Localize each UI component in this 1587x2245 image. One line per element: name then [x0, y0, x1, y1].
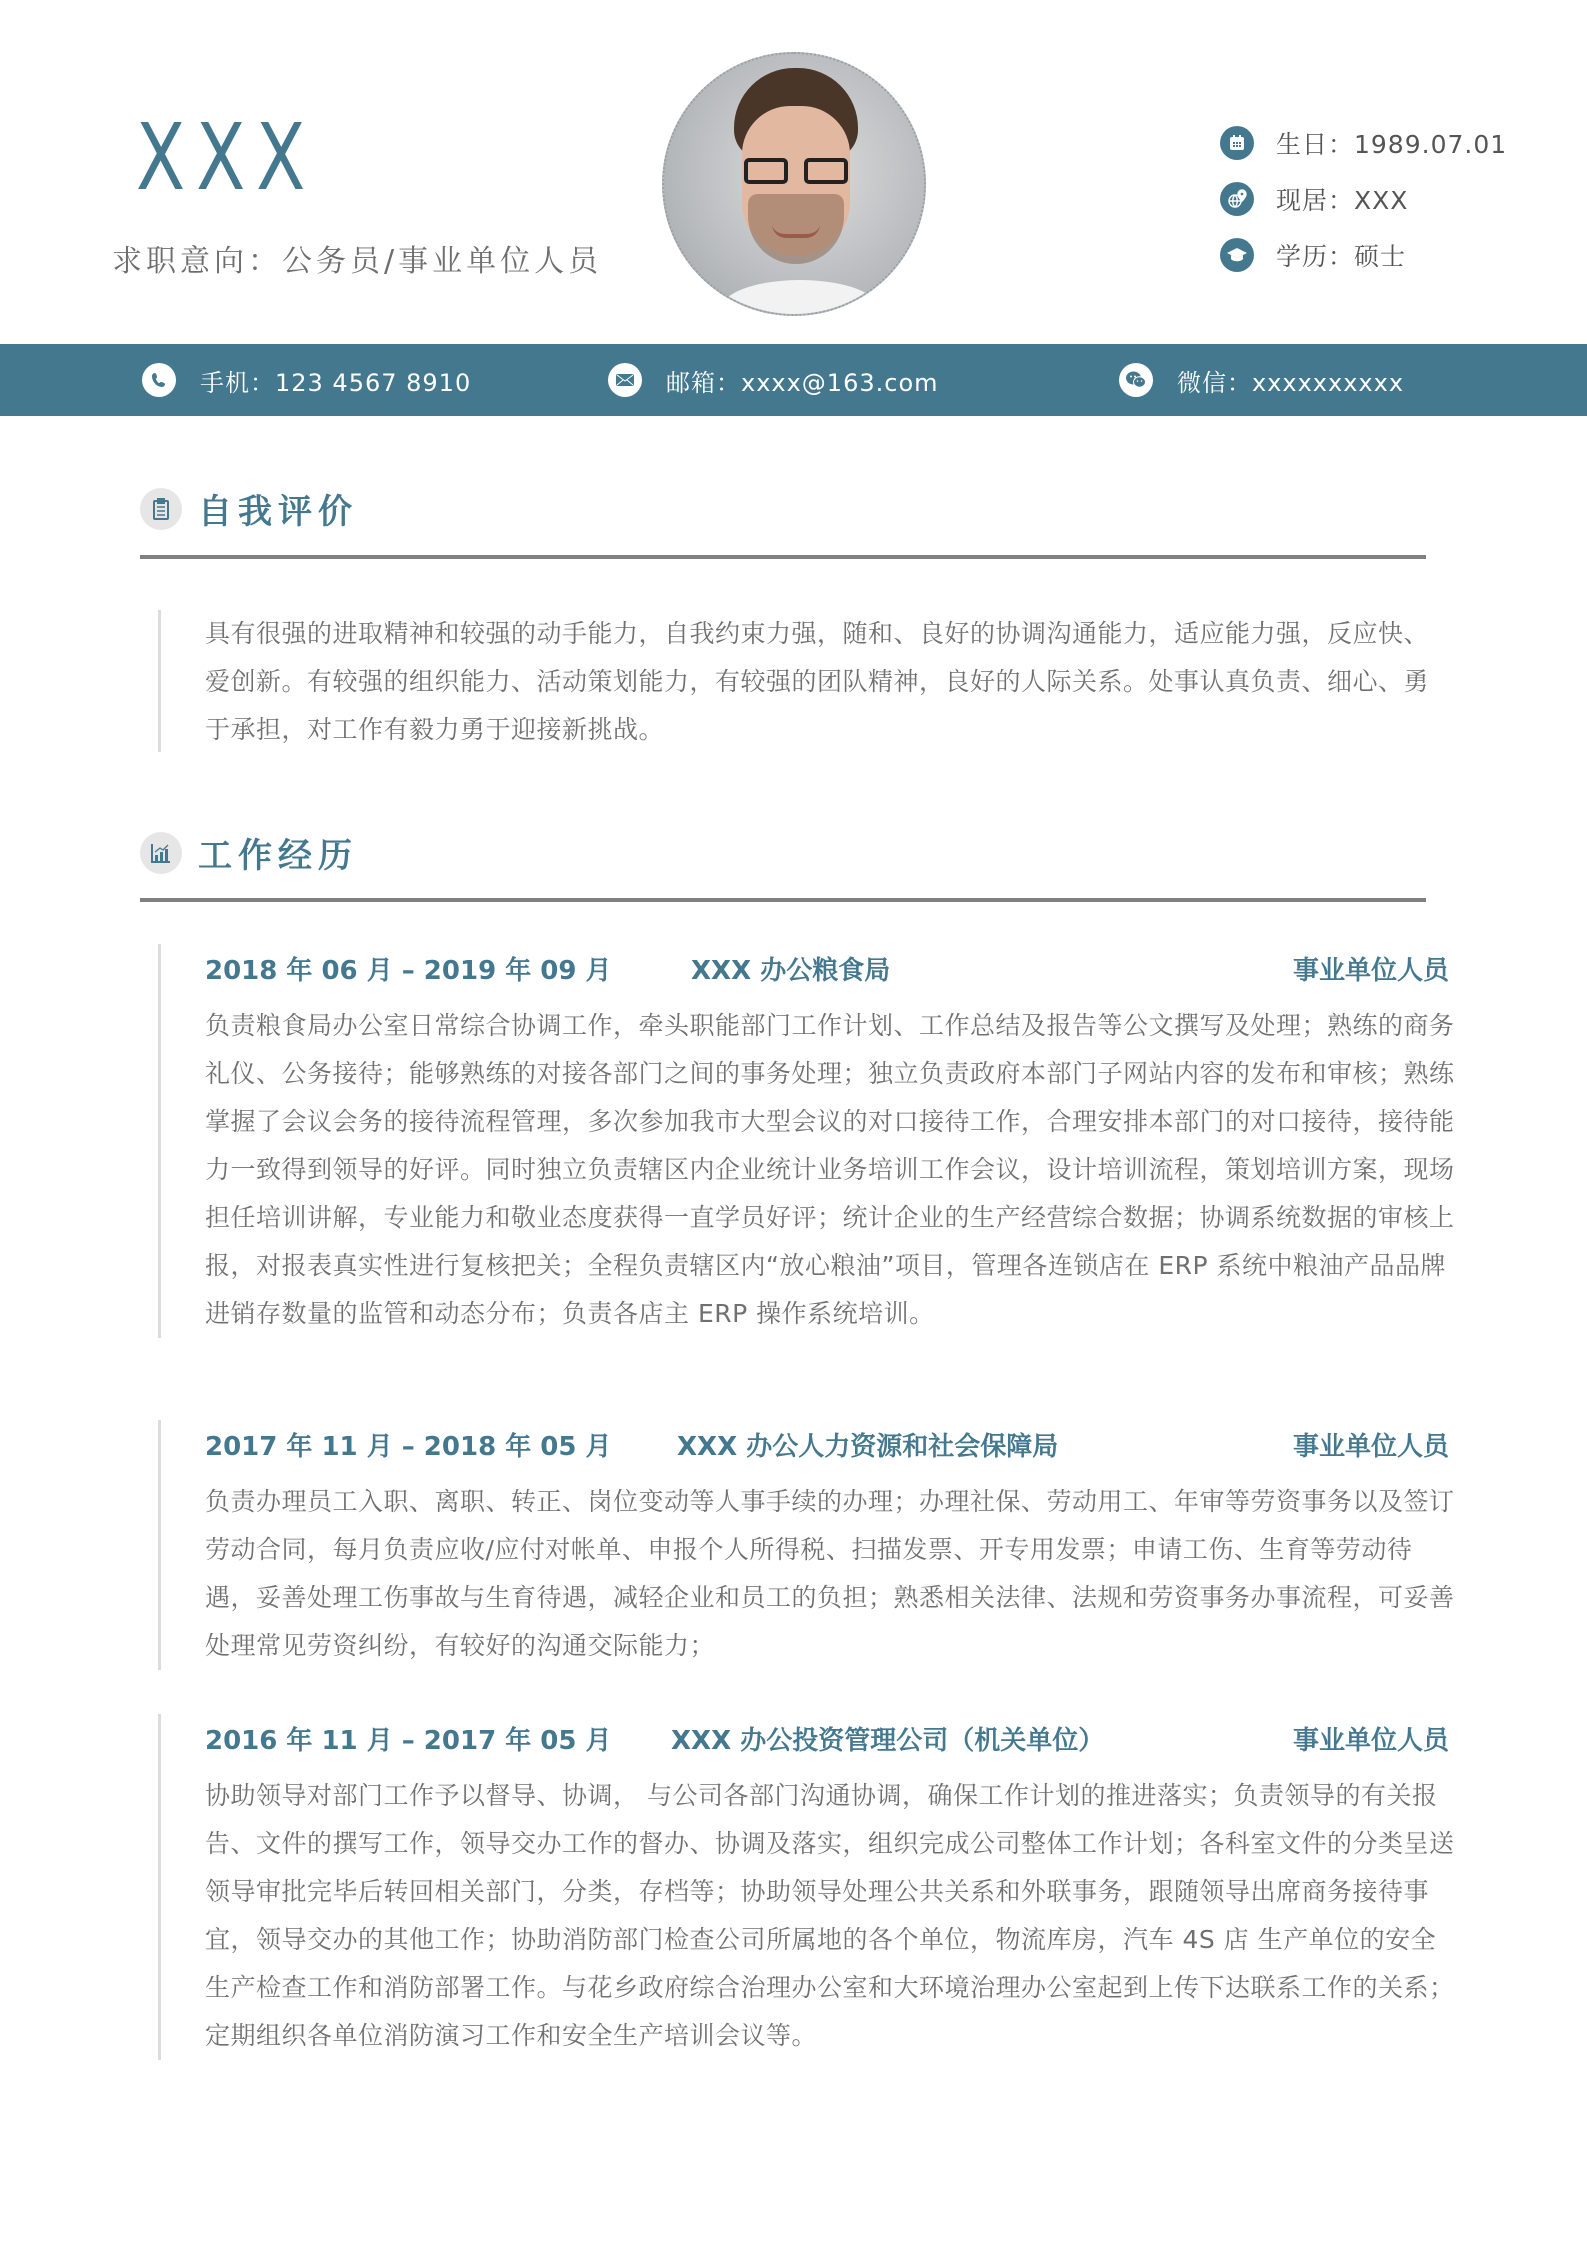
job-header: [205, 1714, 1449, 1762]
section-work-header: [140, 828, 358, 877]
self-eval-text: 具有很强的进取精神和较强的动手能力，自我约束力强，随和、良好的协调沟通能力，适应能力强，反应快、爱创新。有较强的组织能力、活动策划能力，有较强的团队精神，良好的人际关系。处事认真负责、细心、勇于承担，对工作有毅力勇于迎接新挑战。: [205, 619, 1430, 744]
graduation-cap-icon: [1220, 238, 1254, 272]
phone-text[interactable]: 手机：123 4567 8910: [200, 368, 472, 397]
info-education: [1220, 228, 1507, 282]
mail-icon: [608, 363, 642, 397]
info-residence: [1220, 172, 1507, 226]
job-header: [205, 944, 1449, 992]
job-date: 2017 年 11 月 – 2018 年 05 月: [205, 1431, 612, 1462]
job-header: [205, 1420, 1449, 1468]
contact-wechat: [1119, 344, 1404, 416]
job-role: 事业单位人员: [1292, 1431, 1449, 1462]
job-description: 负责办理员工入职、离职、转正、岗位变动等人事手续的办理；办理社保、劳动用工、年审等劳资事务以及签订劳动合同，每月负责应收/应付对帐单、申报个人所得税、扫描发票、开专用发票；申请工伤、生育等劳动待遇，妥善处理工伤事故与生育待遇，减轻企业和员工的负担；熟悉相关法律、法规和劳资事务办事流程，可妥善处理常见劳资纠纷，有较好的沟通交际能力；: [205, 1487, 1455, 1660]
section-title: 工作经历: [198, 836, 358, 876]
contact-phone: [142, 344, 471, 416]
clipboard-icon: [140, 488, 182, 530]
job-description: 负责粮食局办公室日常综合协调工作，牵头职能部门工作计划、工作总结及报告等公文撰写及处理；熟练的商务礼仪、公务接待；能够熟练的对接各部门之间的事务处理；独立负责政府本部门子网站内容的发布和审核；熟练掌握了会议会务的接待流程管理，多次参加我市大型会议的对口接待工作，合理安排本部门的对口接待，接待能力一致得到领导的好评。同时独立负责辖区内企业统计业务培训工作会议，设计培训流程，策划培训方案，现场担任培训讲解，专业能力和敬业态度获得一直学员好评；统计企业的生产经营综合数据；协调系统数据的审核上报，对报表真实性进行复核把关；全程负责辖区内“放心粮油”项目，管理各连锁店在 ERP 系统中粮油产品品牌进销存数量的监管和动态分布；负责各店主 ERP 操作系统培训。: [205, 1011, 1455, 1328]
job-entry: [158, 944, 1461, 1338]
birthday-text: 生日：1989.07.01: [1276, 130, 1508, 159]
section-self-eval-header: [140, 484, 358, 533]
job-description: 协助领导对部门工作予以督导、协调， 与公司各部门沟通协调，确保工作计划的推进落实；负责领导的有关报告、文件的撰写工作，领导交办工作的督办、协调及落实，组织完成公司整体工作计划；各科室文件的分类呈送 领导审批完毕后转回相关部门，分类，存档等；协助领导处理公共关系和外联事务，跟随领导出席商务接待事宜，领导交办的其他工作；协助消防部门检查公司所属地的各个单位，物流库房，汽车 4S 店 生产单位的安全生产检查工作和消防部署工作。与花乡政府综合治理办公室和大环境治理办公室起到上传下达联系工作的关系；定期组织各单位消防演习工作和安全生产培训会议等。: [205, 1781, 1455, 2050]
wechat-icon: [1119, 363, 1153, 397]
candidate-name: XXX: [136, 104, 317, 211]
section-title: 自我评价: [198, 492, 358, 532]
job-entry: [158, 1714, 1461, 2060]
job-role: 事业单位人员: [1292, 1725, 1449, 1756]
job-intent: 求职意向：公务员/事业单位人员: [112, 244, 603, 279]
calendar-icon: [1220, 126, 1254, 160]
bar-chart-icon: [140, 832, 182, 874]
phone-icon: [142, 363, 176, 397]
section-divider: [140, 898, 1426, 902]
residence-text: 现居：XXX: [1276, 186, 1409, 215]
globe-location-icon: [1220, 182, 1254, 216]
contact-bar: [0, 344, 1587, 416]
job-org: XXX 办公投资管理公司（机关单位）: [671, 1725, 1105, 1756]
job-date: 2018 年 06 月 – 2019 年 09 月: [205, 955, 612, 986]
job-org: XXX 办公人力资源和社会保障局: [677, 1431, 1059, 1462]
avatar: [662, 52, 926, 316]
contact-email: [608, 344, 939, 416]
job-date: 2016 年 11 月 – 2017 年 05 月: [205, 1725, 612, 1756]
job-org: XXX 办公粮食局: [691, 955, 891, 986]
job-entry: [158, 1420, 1461, 1670]
section-divider: [140, 555, 1426, 559]
personal-info: [1220, 116, 1507, 284]
info-birthday: [1220, 116, 1507, 170]
wechat-text[interactable]: 微信：xxxxxxxxxx: [1177, 368, 1405, 397]
self-eval-block: [158, 610, 1445, 752]
education-text: 学历：硕士: [1276, 242, 1407, 271]
job-role: 事业单位人员: [1292, 955, 1449, 986]
email-text[interactable]: 邮箱：xxxx@163.com: [666, 368, 939, 397]
